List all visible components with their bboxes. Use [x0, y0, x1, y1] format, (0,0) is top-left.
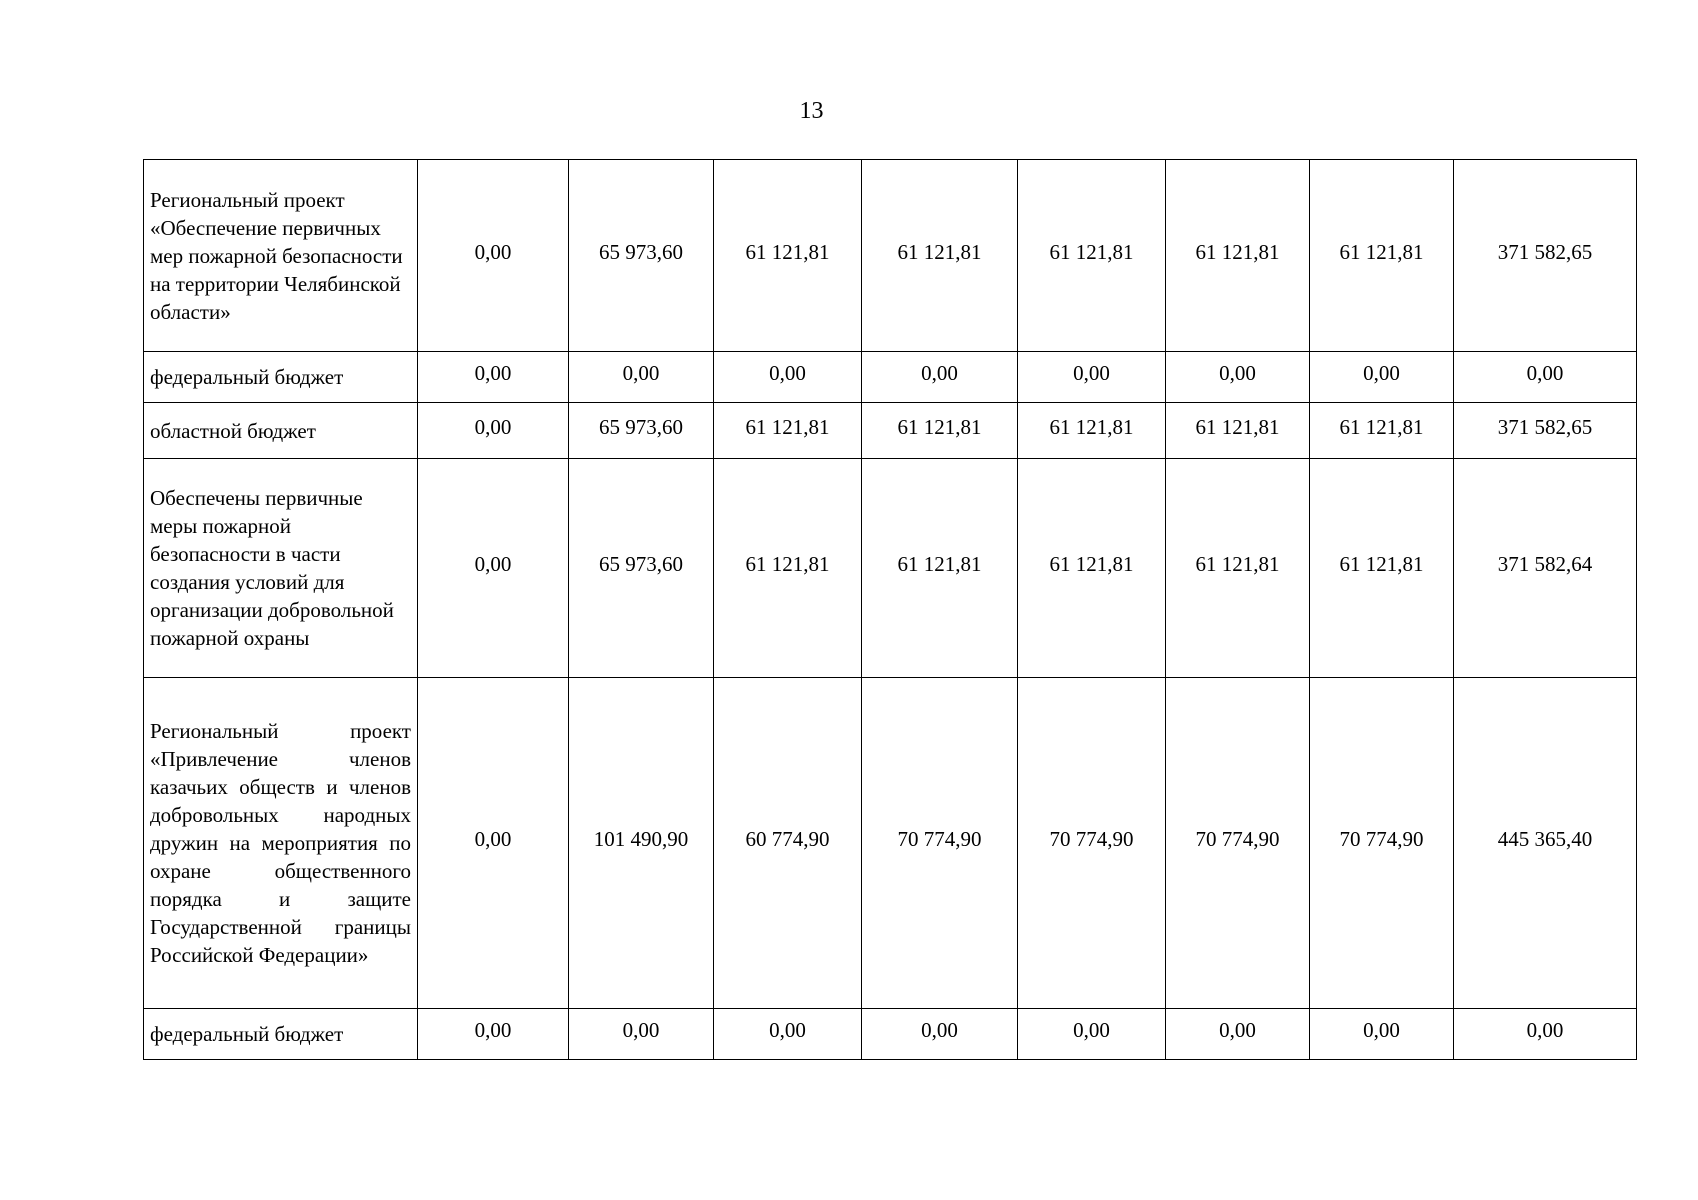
row-label: Региональный проект «Обеспечение первичных мер пожарной безопасности на территории Челябинской области»	[144, 160, 418, 352]
table-cell: 61 121,81	[862, 160, 1018, 352]
table-cell: 0,00	[1166, 1009, 1310, 1060]
table-row	[144, 403, 1637, 459]
table-cell: 65 973,60	[569, 459, 714, 678]
table-row	[144, 160, 1637, 352]
row-label: областной бюджет	[144, 403, 418, 459]
table-cell: 65 973,60	[569, 403, 714, 459]
table-cell: 0,00	[569, 1009, 714, 1060]
table-cell: 0,00	[862, 352, 1018, 403]
table-row	[144, 1009, 1637, 1060]
table-cell: 61 121,81	[1166, 403, 1310, 459]
row-label: федеральный бюджет	[144, 352, 418, 403]
table-cell: 61 121,81	[714, 403, 862, 459]
budget-table	[143, 159, 1637, 1060]
table-cell: 0,00	[418, 352, 569, 403]
table-cell: 0,00	[862, 1009, 1018, 1060]
row-label: федеральный бюджет	[144, 1009, 418, 1060]
table-cell: 0,00	[714, 352, 862, 403]
table-cell: 61 121,81	[1310, 459, 1454, 678]
table-cell: 0,00	[1018, 352, 1166, 403]
page-number: 13	[799, 98, 824, 124]
table-cell-total: 0,00	[1454, 1009, 1637, 1060]
table-cell: 70 774,90	[1018, 678, 1166, 1009]
table-cell-total: 445 365,40	[1454, 678, 1637, 1009]
table-cell: 0,00	[418, 403, 569, 459]
row-label: Региональный проект «Привлечение членов казачьих обществ и членов добровольных народных дружин на мероприятия по охране общественного порядка и защите Государственной границы Российской Федерации»	[144, 678, 418, 1009]
row-label: Обеспечены первичные меры пожарной безопасности в части создания условий для организации добровольной пожарной охраны	[144, 459, 418, 678]
table-cell: 61 121,81	[1310, 403, 1454, 459]
table-cell-total: 0,00	[1454, 352, 1637, 403]
table-cell: 70 774,90	[1166, 678, 1310, 1009]
table-cell: 61 121,81	[1166, 160, 1310, 352]
table-cell-total: 371 582,64	[1454, 459, 1637, 678]
table-cell: 61 121,81	[1310, 160, 1454, 352]
table-cell: 70 774,90	[1310, 678, 1454, 1009]
table-cell: 61 121,81	[862, 403, 1018, 459]
table-cell: 0,00	[714, 1009, 862, 1060]
table-row	[144, 459, 1637, 678]
table-cell: 0,00	[418, 160, 569, 352]
table-cell: 0,00	[569, 352, 714, 403]
table-cell: 61 121,81	[714, 160, 862, 352]
table-cell: 61 121,81	[714, 459, 862, 678]
table-row	[144, 678, 1637, 1009]
table-cell: 0,00	[1018, 1009, 1166, 1060]
table-cell-total: 371 582,65	[1454, 403, 1637, 459]
table-cell: 0,00	[418, 678, 569, 1009]
table-cell: 101 490,90	[569, 678, 714, 1009]
table-row	[144, 352, 1637, 403]
table-cell: 0,00	[1310, 352, 1454, 403]
table-cell: 0,00	[1310, 1009, 1454, 1060]
table-cell: 65 973,60	[569, 160, 714, 352]
table-cell: 0,00	[1166, 352, 1310, 403]
table-cell: 70 774,90	[862, 678, 1018, 1009]
table-cell: 0,00	[418, 459, 569, 678]
table-cell: 61 121,81	[1018, 403, 1166, 459]
table-cell: 60 774,90	[714, 678, 862, 1009]
table-cell-total: 371 582,65	[1454, 160, 1637, 352]
table-cell: 61 121,81	[1018, 459, 1166, 678]
table-cell: 61 121,81	[1018, 160, 1166, 352]
table-cell: 0,00	[418, 1009, 569, 1060]
table-cell: 61 121,81	[1166, 459, 1310, 678]
table-cell: 61 121,81	[862, 459, 1018, 678]
